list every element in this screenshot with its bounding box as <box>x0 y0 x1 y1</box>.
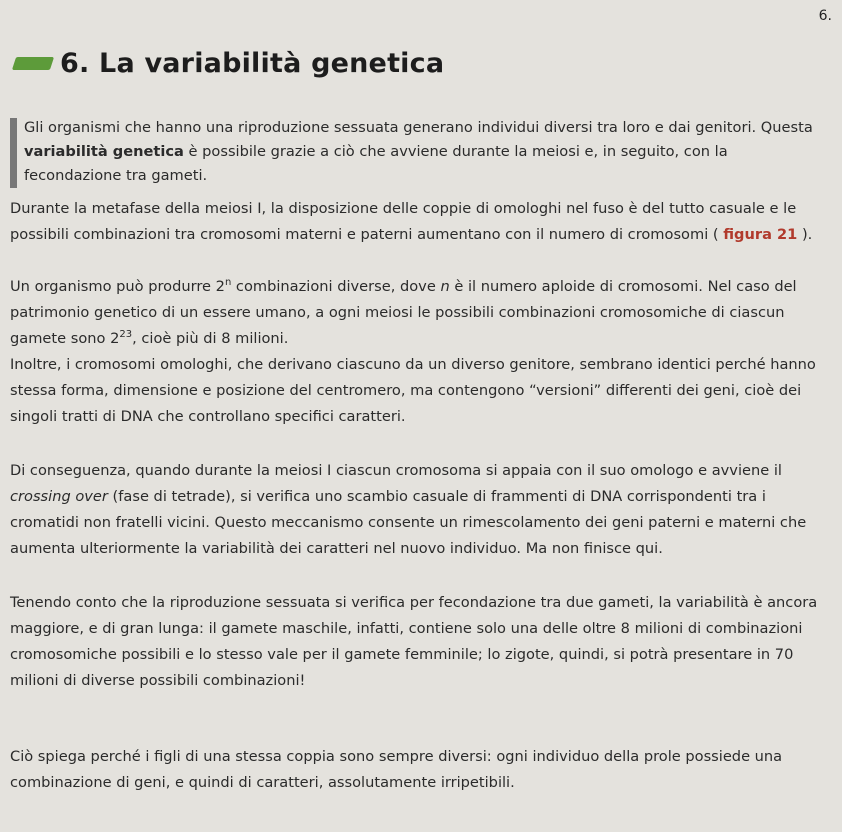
section-title: 6. La variabilità genetica <box>60 48 445 79</box>
paragraph-metafase: Durante la metafase della meiosi I, la disposizione delle coppie di omologhi nel fuso è del tutto casuale e le possibili combinazioni tra cromosomi materni e paterni aumentano con il numero di cromosomi ( figura 21 ). <box>10 200 813 243</box>
figure-reference[interactable]: figura 21 <box>723 226 798 243</box>
paragraph-fecondazione: Tenendo conto che la riproduzione sessuata si verifica per fecondazione tra due gameti, la variabilità è ancora maggiore, e di gran lunga: il gamete maschile, infatti, contiene solo una delle oltre 8 milioni di combinazioni cromosomiche possibili e lo stesso vale per il gamete femminile; lo zigote, quindi, si potrà presentare in 70 milioni di diverse possibili combinazioni! <box>10 594 818 689</box>
paragraph-omologhi: Inoltre, i cromosomi omologhi, che derivano ciascuno da un diverso genitore, sembrano identici perché hanno stessa forma, dimensione e posizione del centromero, ma contengono “versioni” differenti dei geni, cioè dei singoli tratti di DNA che controllano specifici caratteri. <box>10 356 816 425</box>
intro-sidebar-bar <box>10 118 17 188</box>
paragraph-crossing-over: Di conseguenza, quando durante la meiosi I ciascun cromosoma si appaia con il suo omologo e avviene il crossing over (fase di tetrade), si verifica uno scambio casuale di frammenti di DNA corrispondenti tra i cromatidi non fratelli vicini. Questo meccanismo consente un rimescolamento dei geni paterni e materni che aumenta ulteriormente la variabilità dei caratteri nel nuovo individuo. Ma non finisce qui. <box>10 462 807 557</box>
paragraph-combinazioni: Un organismo può produrre 2$^n$ combinazioni diverse, dove n è il numero aploide di cromosomi. Nel caso del patrimonio genetico di un essere umano, a ogni meiosi le possibili combinazioni cromosomiche di ciascun gamete sono $2^{23}$, cioè più di 8 milioni. <box>10 277 797 347</box>
heading-marker <box>12 57 54 70</box>
intro-paragraph: Gli organismi che hanno una riproduzione sessuata generano individui diversi tra loro e dai genitori. Questa variabilità genetica è possibile grazie a ciò che avviene durante la meiosi e, in seguito, con la fecondazione tra gameti. <box>24 119 813 184</box>
page-number: 6. <box>818 8 832 24</box>
key-term: variabilità genetica <box>24 143 184 160</box>
section-heading <box>14 48 444 79</box>
paragraph-conclusione: Ciò spiega perché i figli di una stessa coppia sono sempre diversi: ogni individuo della prole possiede una combinazione di geni, e quindi di caratteri, assolutamente irripetibili. <box>10 748 783 791</box>
